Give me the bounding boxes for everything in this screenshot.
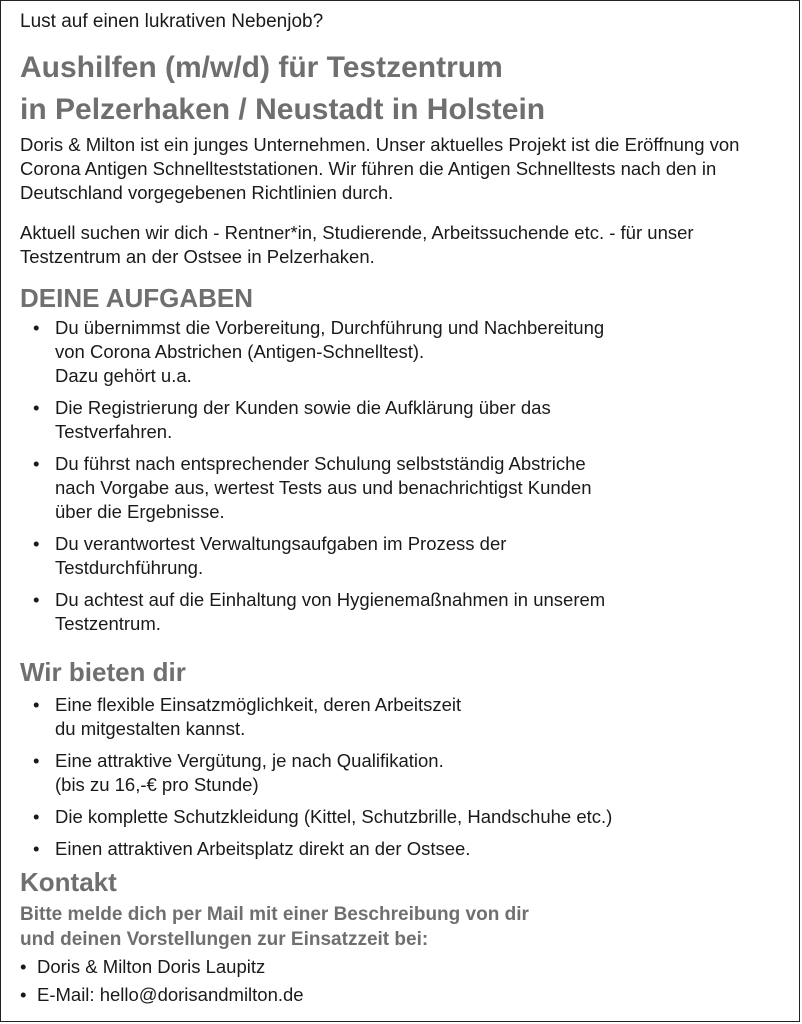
offer-item: • Eine flexible Einsatzmöglichkeit, deren Arbeitszeit du mitgestalten kannst. [33, 693, 793, 741]
target-audience: Aktuell suchen wir dich - Rentner*in, Studierende, Arbeitssuchende etc. - für unser Testzentrum an der Ostsee in Pelzerhaken. [20, 222, 694, 267]
offer-item: • Die komplette Schutzkleidung (Kittel, Schutzbrille, Handschuhe etc.) [33, 805, 793, 829]
task-item: • Du führst nach entsprechender Schulung selbstständig Abstriche nach Vorgabe aus, wertest Tests aus und benachrichtigst Kunden über die Ergebnisse. [33, 452, 793, 524]
contact-person: • Doris & Milton Doris Laupitz [20, 955, 780, 979]
contact-heading: Kontakt [20, 867, 117, 897]
offers-list [33, 693, 793, 869]
contact-list [20, 955, 780, 1011]
tasks-heading: DEINE AUFGABEN [20, 283, 254, 313]
headline-line-1: Aushilfen (m/w/d) für Testzentrum [20, 51, 503, 84]
offers-heading: Wir bieten dir [20, 657, 186, 687]
task-item: • Du verantwortest Verwaltungsaufgaben im Prozess der Testdurchführung. [33, 532, 793, 580]
contact-instructions: Bitte melde dich per Mail mit einer Beschreibung von dir und deinen Vorstellungen zur Einsatzzeit bei: [20, 904, 529, 950]
company-description: Doris & Milton ist ein junges Unternehmen. Unser aktuelles Projekt ist die Eröffnung von Corona Antigen Schnellteststationen. Wir führen die Antigen Schnelltests nach den in Deutschland vorgegebenen Richtlinien durch. [20, 134, 740, 203]
intro-line: Lust auf einen lukrativen Nebenjob? [20, 11, 324, 32]
task-item: • Du achtest auf die Einhaltung von Hygienemaßnahmen in unserem Testzentrum. [33, 588, 793, 636]
headline [20, 47, 545, 131]
offer-item: • Einen attraktiven Arbeitsplatz direkt an der Ostsee. [33, 837, 793, 861]
task-item: • Du übernimmst die Vorbereitung, Durchführung und Nachbereitung von Corona Abstrichen (Antigen-Schnelltest). Dazu gehört u.a. [33, 316, 793, 388]
contact-email[interactable]: • E-Mail: hello@dorisandmilton.de [20, 983, 780, 1007]
task-item: • Die Registrierung der Kunden sowie die Aufklärung über das Testverfahren. [33, 396, 793, 444]
tasks-list [33, 316, 793, 644]
offer-item: • Eine attraktive Vergütung, je nach Qualifikation. (bis zu 16,-€ pro Stunde) [33, 749, 793, 797]
headline-line-2: in Pelzerhaken / Neustadt in Holstein [20, 93, 546, 126]
